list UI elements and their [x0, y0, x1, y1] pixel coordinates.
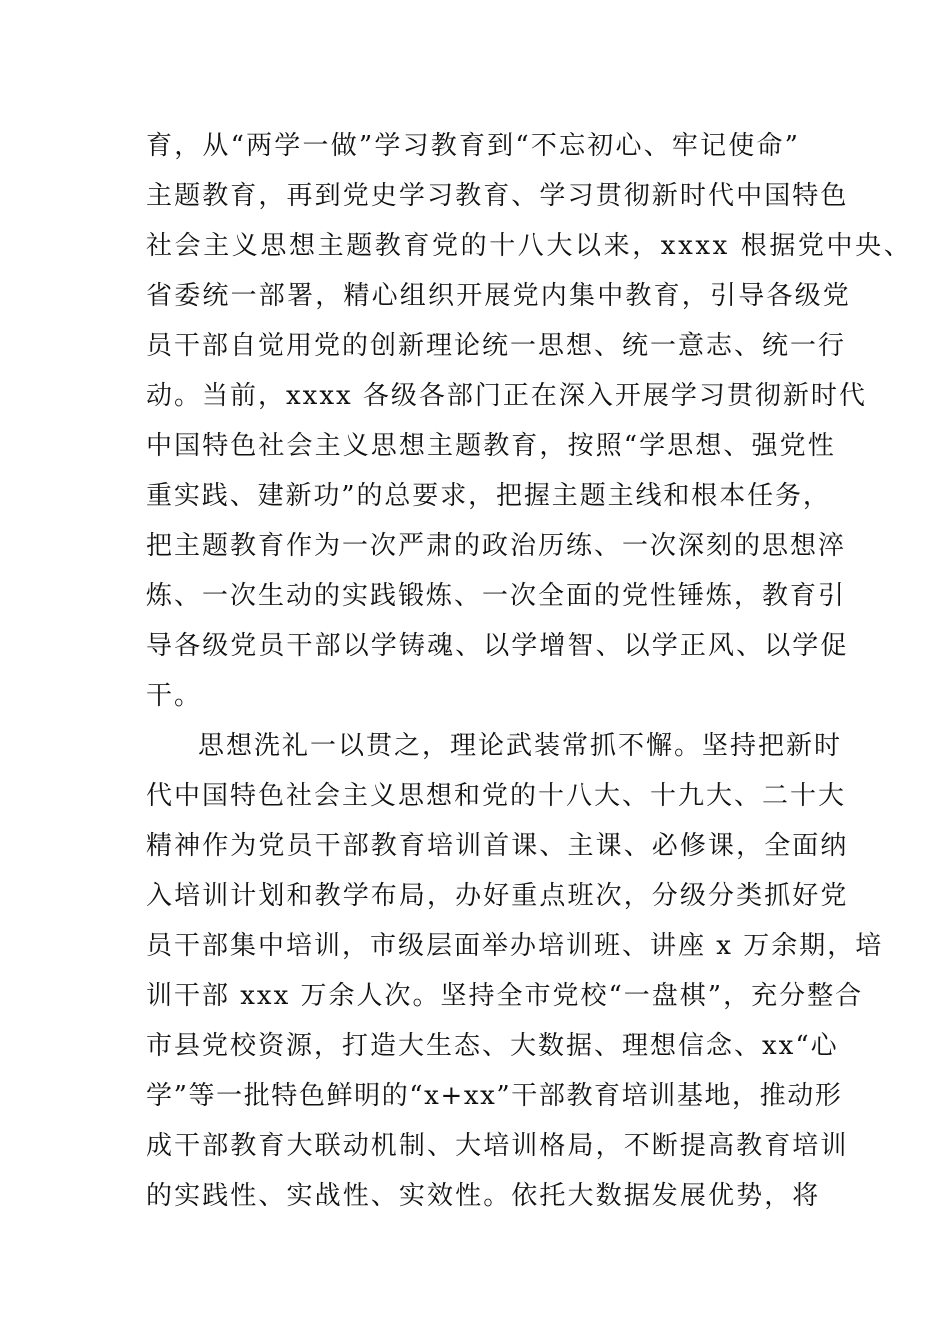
text-line: 训干部 xxx 万余人次。坚持全市党校“一盘棋”，充分整合: [146, 981, 864, 1011]
text-line: 入培训计划和教学布局，办好重点班次，分级分类抓好党: [146, 881, 849, 911]
text-line: 员干部集中培训，市级层面举办培训班、讲座 x 万余期，培: [146, 931, 884, 961]
text-line: 育，从“两学一做”学习教育到“不忘初心、牢记使命”: [146, 131, 801, 161]
text-line: 重实践、建新功”的总要求，把握主题主线和根本任务，: [146, 481, 831, 511]
text-line: 精神作为党员干部教育培训首课、主课、必修课，全面纳: [146, 831, 849, 861]
text-line: 把主题教育作为一次严肃的政治历练、一次深刻的思想淬: [146, 531, 847, 561]
text-line: 省委统一部署，精心组织开展党内集中教育，引导各级党: [146, 281, 852, 311]
text-line: 市县党校资源，打造大生态、大数据、理想信念、xx“心: [146, 1031, 839, 1061]
text-line: 干。: [146, 681, 203, 711]
paragraph-first-line: 思想洗礼一以贯之，理论武装常抓不懈。坚持把新时: [198, 731, 843, 761]
text-line: 主题教育，再到党史学习教育、学习贯彻新时代中国特色: [146, 181, 849, 211]
text-line: 中国特色社会主义思想主题教育，按照“学思想、强党性: [146, 431, 836, 461]
text-line: 员干部自觉用党的创新理论统一思想、统一意志、统一行: [146, 331, 847, 361]
text-line: 学”等一批特色鲜明的“x+xx”干部教育培训基地，推动形: [146, 1081, 843, 1111]
text-line: 成干部教育大联动机制、大培训格局，不断提高教育培训: [146, 1131, 849, 1161]
text-line: 导各级党员干部以学铸魂、以学增智、以学正风、以学促: [146, 631, 849, 661]
text-line: 动。当前，xxxx 各级各部门正在深入开展学习贯彻新时代: [146, 381, 867, 411]
text-line: 炼、一次生动的实践锻炼、一次全面的党性锤炼，教育引: [146, 581, 847, 611]
text-line: 社会主义思想主题教育党的十八大以来，xxxx 根据党中央、: [146, 231, 913, 261]
text-line: 代中国特色社会主义思想和党的十八大、十九大、二十大: [146, 781, 847, 811]
text-line: 的实践性、实战性、实效性。依托大数据发展优势，将: [146, 1181, 821, 1211]
